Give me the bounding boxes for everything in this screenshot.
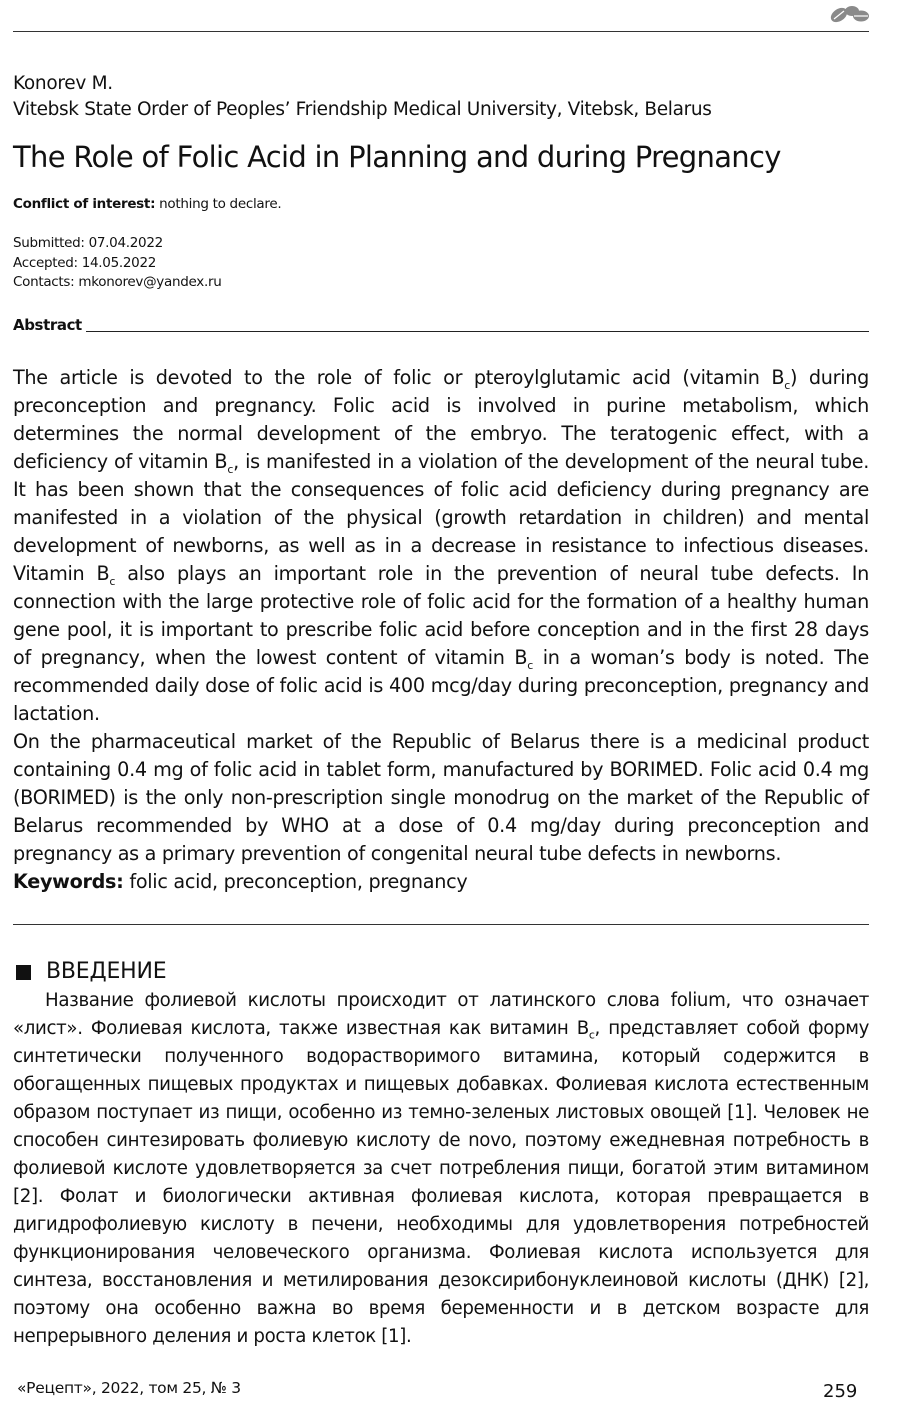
- abstract-heading: [13, 316, 869, 335]
- article-title: The Role of Folic Acid in Planning and during Pregnancy: [13, 140, 781, 174]
- square-bullet-icon: [16, 965, 31, 980]
- keywords-list: folic acid, preconception, pregnancy: [123, 870, 468, 893]
- abstract-paragraph-1: The article is devoted to the role of folic or pteroylglutamic acid (vitamin $B_c$) during preconception and pregnancy. Folic acid is involved in purine metabolism, which determines the normal development of the embryo. The teratogenic effect, with a deficiency of vitamin $B_c$, is manifested in a violation of the development of the neural tube. It has been shown that the consequences of folic acid deficiency during pregnancy are manifested in a violation of the physical (growth retardation in children) and mental development of newborns, as well as in a decrease in resistance to infectious diseases. Vitamin $B_c$ also plays an important role in the prevention of neural tube defects. In connection with the large protective role of folic acid for the formation of a healthy human gene pool, it is important to prescribe folic acid before conception and in the first 28 days of pregnancy, when the lowest content of vitamin $B_c$ in a woman’s body is noted. The recommended daily dose of folic acid is 400 mcg/day during preconception, pregnancy and lactation.: [13, 366, 870, 725]
- section-heading-text: ВВЕДЕНИЕ: [46, 959, 167, 984]
- conflict-text: nothing to declare.: [155, 196, 282, 212]
- abstract-paragraph-2: On the pharmaceutical market of the Republic of Belarus there is a medicinal product containing 0.4 mg of folic acid in tablet form, manufactured by BORIMED. Folic acid 0.4 mg (BORIMED) is the only non-prescription single monodrug on the market of the Republic of Belarus recommended by WHO at a dose of 0.4 mg/day during preconception and pregnancy as a primary prevention of congenital neural tube defects in newborns.: [13, 730, 869, 865]
- contacts: Contacts: mkonorev@yandex.ru: [13, 274, 222, 290]
- conflict-of-interest: [13, 195, 281, 213]
- abstract-body: [13, 364, 869, 896]
- conflict-label: Conflict of interest:: [13, 196, 156, 212]
- keywords: [13, 868, 869, 896]
- pills-icon: [828, 2, 870, 24]
- section-heading: [16, 957, 166, 987]
- author-affiliation: Vitebsk State Order of Peoples’ Friendship Medical University, Vitebsk, Belarus: [13, 99, 712, 120]
- author-name: Konorev M.: [13, 73, 113, 94]
- page-number: 259: [823, 1381, 858, 1402]
- article-meta: [13, 234, 221, 293]
- section-body: [13, 987, 869, 1351]
- abstract-label: Abstract: [13, 316, 82, 334]
- abstract-rule: [86, 331, 869, 332]
- accepted-date: Accepted: 14.05.2022: [13, 254, 157, 271]
- keywords-label: Keywords:: [13, 870, 124, 893]
- submitted-date: Submitted: 07.04.2022: [13, 235, 163, 251]
- header-rule: [13, 31, 869, 32]
- section-divider: [13, 924, 869, 925]
- section-paragraph: Название фолиевой кислоты происходит от латинского слова folium, что означает «лист». Фолиевая кислота, также известная как витамин $B_c$, представляет собой форму синтетически полученного водорастворимого витамина, который содержится в обогащенных пищевых продуктах и пищевых добавках. Фолиевая кислота естественным образом поступает из пищи, особенно из темно-зеленых листовых овощей [1]. Человек не способен синтезировать фолиевую кислоту de novo, поэтому ежедневная потребность в фолиевой кислоте удовлетворяется за счет потребления пищи, богатой этим витамином [2]. Фолат и биологически активная фолиевая кислота, которая превращается в дигидрофолиевую кислоту в печени, необходимы для удовлетворения потребностей функционирования человеческого организма. Фолиевая кислота используется для синтеза, восстановления и метилирования дезоксирибонуклеиновой кислоты (ДНК) [2], поэтому она особенно важна во время беременности и в детском возрасте для непрерывного деления и роста клеток [1].: [13, 990, 870, 1347]
- journal-citation: «Рецепт», 2022, том 25, № 3: [17, 1379, 241, 1397]
